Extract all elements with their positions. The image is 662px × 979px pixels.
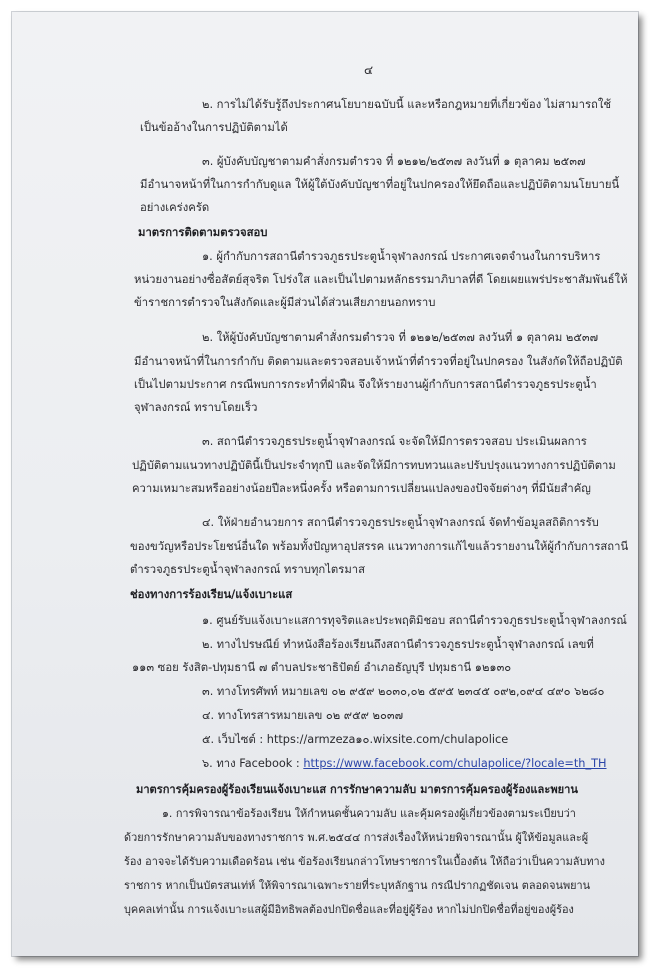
body-line: มีอำนาจหน้าที่ในการกำกับ ติดตามและตรวจสอบเจ้าหน้าที่ตำรวจที่อยู่ในปกครอง ในสังกัดให้ถือปฏิบัติ <box>134 355 623 368</box>
channel-item: ๒. ทางไปรษณีย์ ทำหนังสือร้องเรียนถึงสถานีตำรวจภูธรประตูน้ำจุฬาลงกรณ์ เลขที่ <box>202 638 594 651</box>
body-line: เป็นข้ออ้างในการปฏิบัติตามได้ <box>140 121 288 134</box>
body-line: ๓. ผู้บังคับบัญชาตามคำสั่งกรมตำรวจ ที่ ๑๒๑๒/๒๕๓๗ ลงวันที่ ๑ ตุลาคม ๒๕๓๗ <box>202 155 586 168</box>
body-line: ๑. การพิจารณาข้อร้องเรียน ให้กำหนดชั้นความลับ และคุ้มครองผู้เกี่ยวข้องตามระเบียบว่า <box>162 807 576 820</box>
facebook-link[interactable]: https://www.facebook.com/chulapolice/?locale=th_TH <box>303 757 607 770</box>
body-line: มีอำนาจหน้าที่ในการกำกับดูแล ให้ผู้ใต้บังคับบัญชาที่อยู่ในปกครองให้ยึดถือและปฏิบัติตามนโยบายนี้ <box>140 178 620 191</box>
document-page <box>12 12 638 956</box>
body-line: ๒. การไม่ได้รับรู้ถึงประกาศนโยบายฉบับนี้ และหรือกฎหมายที่เกี่ยวข้อง ไม่สามารถใช้ <box>202 98 612 111</box>
body-line: ความเหมาะสมหรืออย่างน้อยปีละหนึ่งครั้ง หรือตามการเปลี่ยนแปลงของปัจจัยต่างๆ ที่มีนัยสำคัญ <box>132 482 591 495</box>
body-line: ตำรวจภูธรประตูน้ำจุฬาลงกรณ์ ทราบทุกไตรมาส <box>130 563 366 576</box>
body-line: ราชการ หากเป็นบัตรสนเท่ห์ ให้พิจารณาเฉพาะรายที่ระบุหลักฐาน กรณีปรากฏชัดเจน ตลอดจนพยาน <box>124 879 591 892</box>
body-line: หน่วยงานอย่างซื่อสัตย์สุจริต โปร่งใส และเป็นไปตามหลักธรรมาภิบาลที่ดี โดยเผยแพร่ประชาสัมพันธ์ให้ <box>134 273 628 286</box>
body-line: ๒. ให้ผู้บังคับบัญชาตามคำสั่งกรมตำรวจ ที่ ๑๒๑๒/๒๕๓๗ ลงวันที่ ๑ ตุลาคม ๒๕๓๗ <box>202 331 599 344</box>
body-line: ด้วยการรักษาความลับของทางราชการ พ.ศ.๒๕๔๔ การส่งเรื่องให้หน่วยพิจารณานั้น ผู้ให้ข้อมูลและผู้ <box>124 831 589 844</box>
body-line: อย่างเคร่งครัด <box>140 201 210 214</box>
body-line: ของขวัญหรือประโยชน์อื่นใด พร้อมทั้งปัญหาอุปสรรค แนวทางการแก้ไขแล้วรายงานให้ผู้กำกับการสถานี <box>130 540 629 553</box>
section-heading-monitoring: มาตรการติดตามตรวจสอบ <box>138 226 268 239</box>
body-line: ข้าราชการตำรวจในสังกัดและผู้มีส่วนได้ส่วนเสียภายนอกทราบ <box>134 296 436 309</box>
body-line: ปฏิบัติตามแนวทางปฏิบัตินี้เป็นประจำทุกปี และจัดให้มีการทบทวนและปรับปรุงแนวทางการปฏิบัติตาม <box>132 459 616 472</box>
channel-item-fax: ๔. ทางโทรสารหมายเลข ๐๒ ๙๕๙ ๒๐๓๗ <box>202 709 404 722</box>
channel-item-phone: ๓. ทางโทรศัพท์ หมายเลข ๐๒ ๙๕๙ ๒๐๓๐,๐๒ ๕๙๕ ๒๓๔๕ ๐๙๒,๐๙๔ ๔๙๐ ๖๒๘๐ <box>202 685 605 698</box>
body-line: ๓. สถานีตำรวจภูธรประตูน้ำจุฬาลงกรณ์ จะจัดให้มีการตรวจสอบ ประเมินผลการ <box>202 435 587 448</box>
section-heading-complaint-channels: ช่องทางการร้องเรียน/แจ้งเบาะแส <box>130 588 293 601</box>
channel-item-website: ๕. เว็บไซต์ : https://armzeza๑๐.wixsite.com/chulapolice <box>202 733 509 746</box>
channel-item: ๑. ศูนย์รับแจ้งเบาะแสการทุจริตและประพฤติมิชอบ สถานีตำรวจภูธรประตูน้ำจุฬาลงกรณ์ <box>202 614 627 627</box>
page-number: ๔ <box>364 63 374 77</box>
section-heading-whistleblower-protection: มาตรการคุ้มครองผู้ร้องเรียนแจ้งเบาะแส การรักษาความลับ มาตรการคุ้มครองผู้ร้องและพยาน <box>136 783 578 796</box>
body-line: จุฬาลงกรณ์ ทราบโดยเร็ว <box>134 401 258 414</box>
channel-item-facebook <box>202 756 607 772</box>
facebook-label: ๖. ทาง Facebook : <box>202 757 300 770</box>
body-line: เป็นไปตามประกาศ กรณีพบการกระทำที่ฝ่าฝืน จึงให้รายงานผู้กำกับการสถานีตำรวจภูธรประตูน้ำ <box>134 378 597 391</box>
body-line: บุคคลเท่านั้น การแจ้งเบาะแสผู้มีอิทธิพลต้องปกปิดชื่อและที่อยู่ผู้ร้อง หากไม่ปกปิดชื่อที่อยู่ของผู้ร้อง <box>124 903 574 916</box>
body-line: ร้อง อาจจะได้รับความเดือดร้อน เช่น ข้อร้องเรียนกล่าวโทษราชการในเบื้องต้น ให้ถือว่าเป็นความลับทาง <box>124 855 605 868</box>
document-frame <box>12 12 638 956</box>
channel-item-address: ๑๑๓ ซอย รังสิต-ปทุมธานี ๗ ตำบลประชาธิปัตย์ อำเภอธัญบุรี ปทุมธานี ๑๒๑๓๐ <box>132 661 512 674</box>
body-line: ๔. ให้ฝ่ายอำนวยการ สถานีตำรวจภูธรประตูน้ำจุฬาลงกรณ์ จัดทำข้อมูลสถิติการรับ <box>202 516 599 529</box>
body-line: ๑. ผู้กำกับการสถานีตำรวจภูธรประตูน้ำจุฬาลงกรณ์ ประกาศเจตจำนงในการบริหาร <box>202 250 601 263</box>
